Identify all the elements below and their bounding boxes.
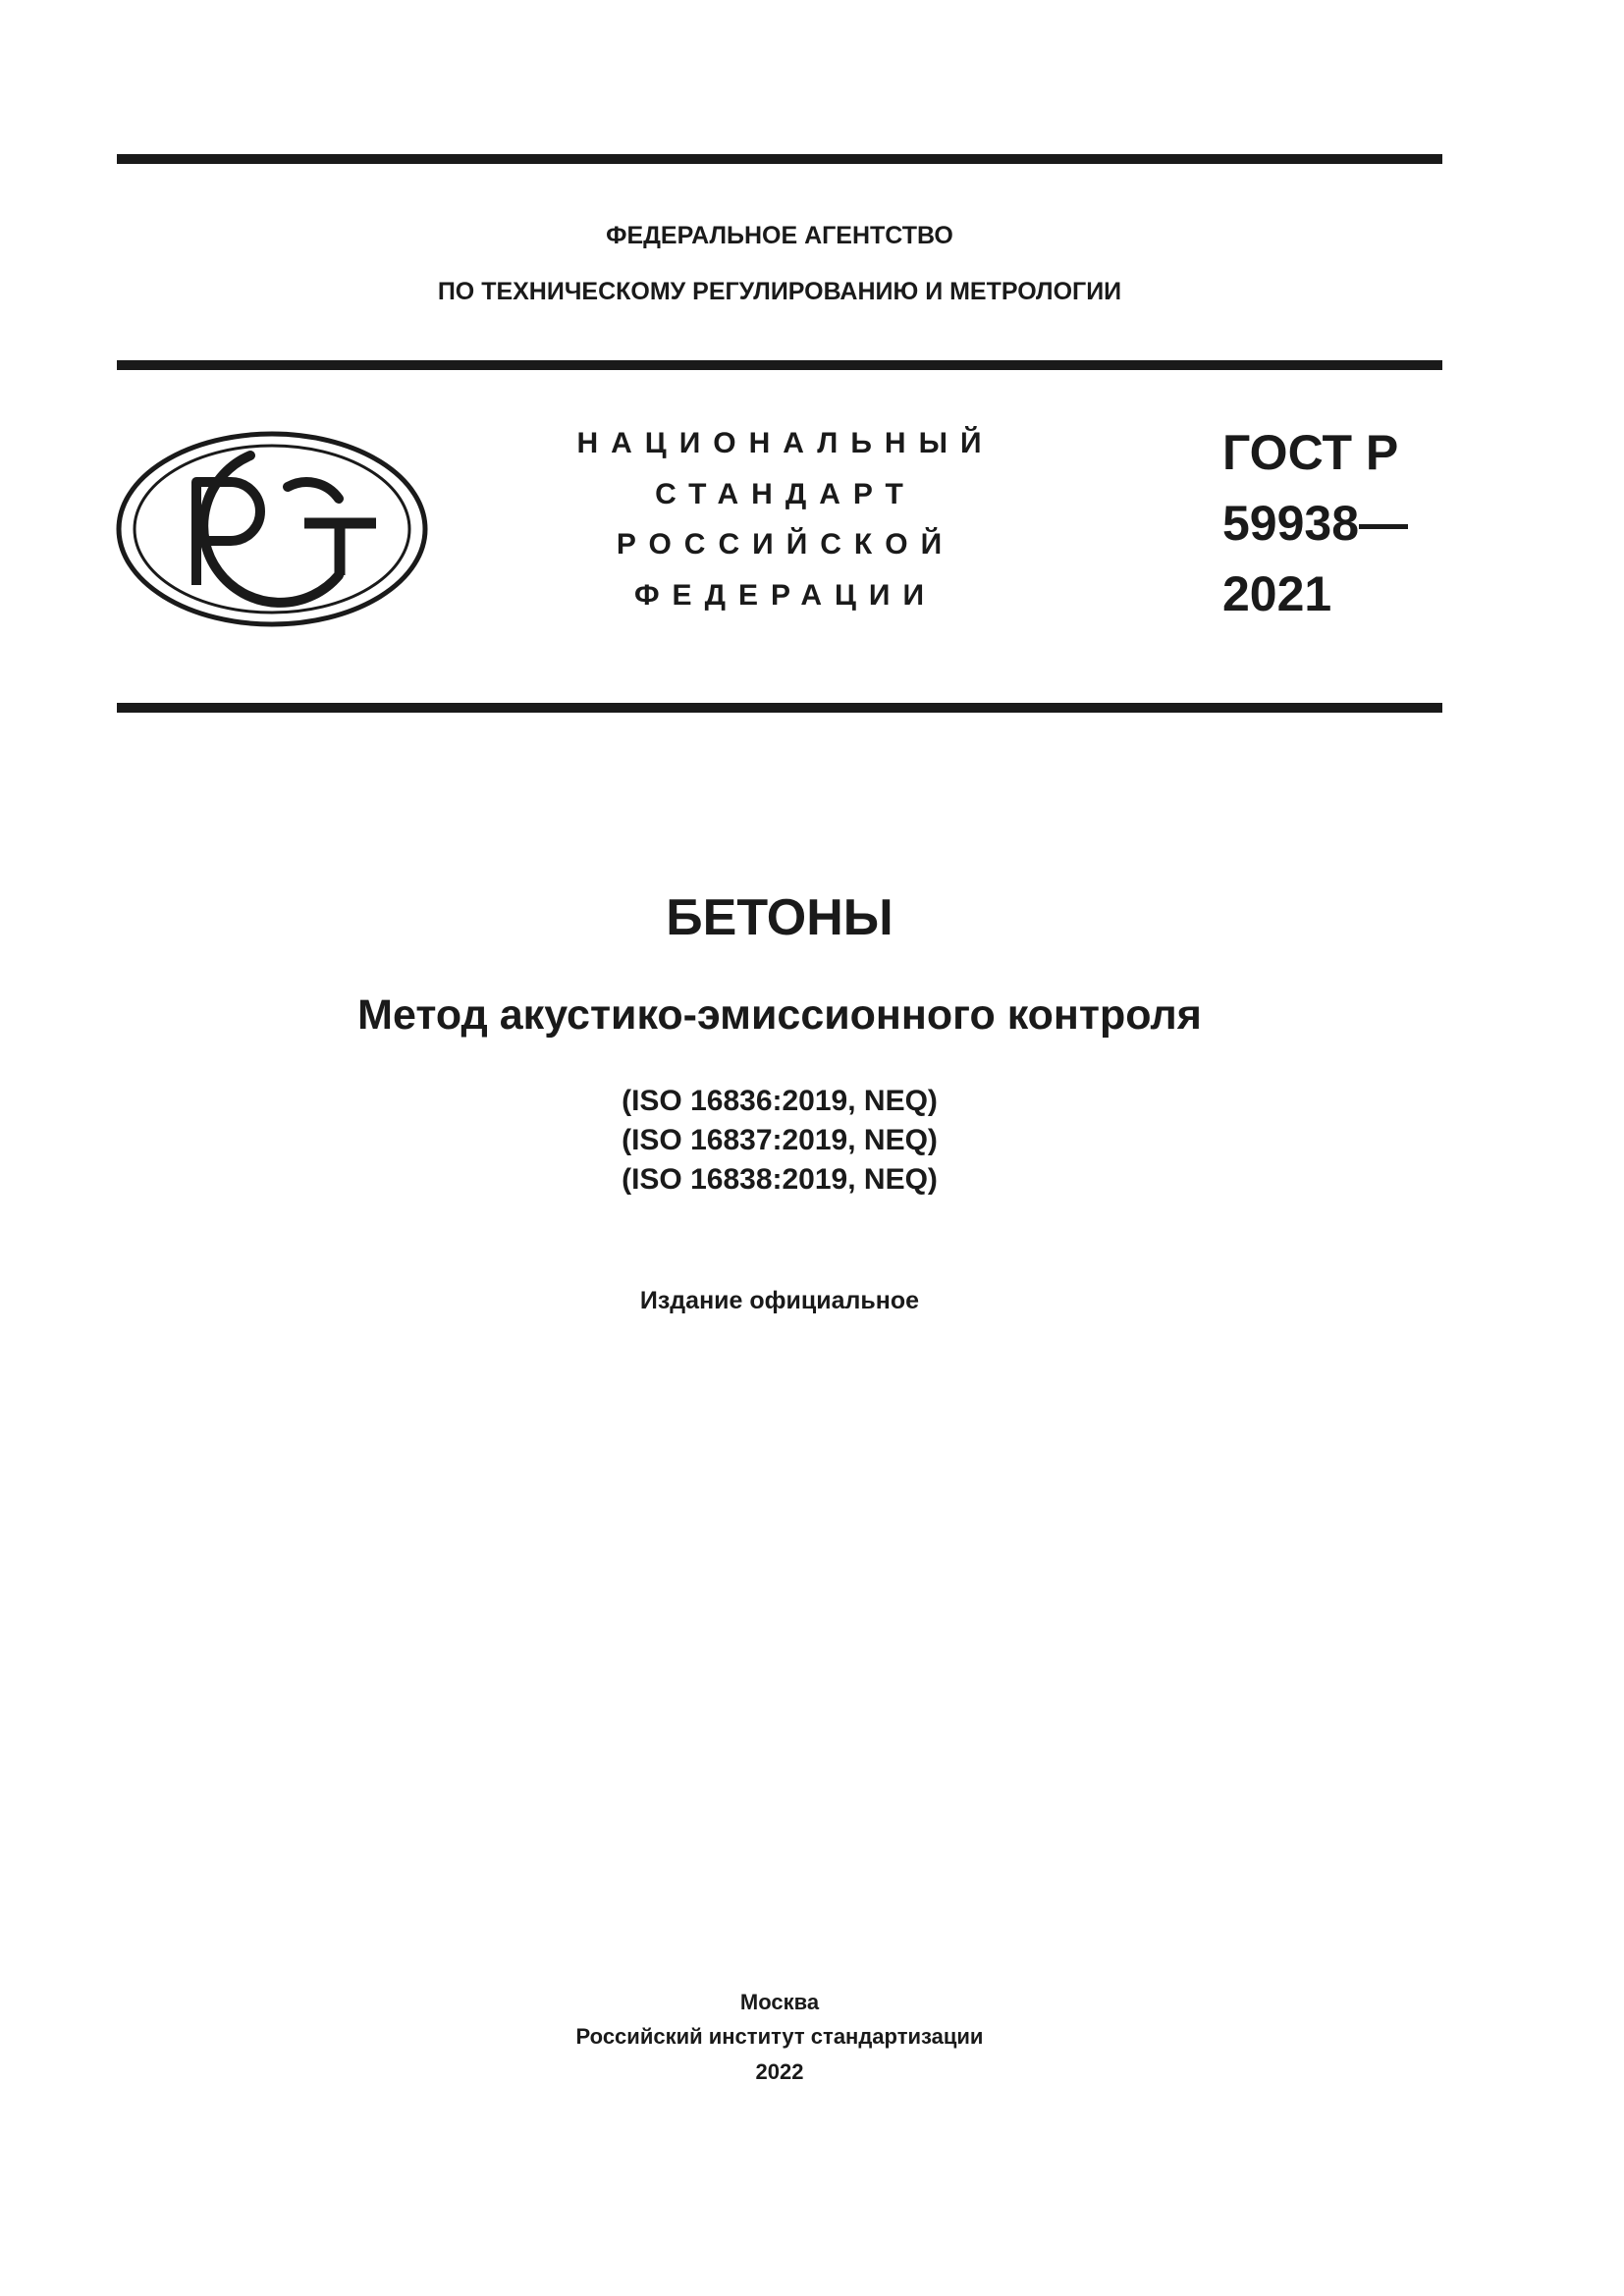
- document-title: БЕТОНЫ: [666, 889, 893, 946]
- national-standard-line-4: ФЕДЕРАЦИИ: [633, 579, 938, 612]
- iso-reference-2: (ISO 16837:2019, NEQ): [622, 1124, 938, 1156]
- agency-line-1: ФЕДЕРАЛЬНОЕ АГЕНТСТВО: [606, 222, 953, 249]
- standard-block-rule: [117, 703, 1442, 713]
- rst-logo-icon: [113, 428, 432, 630]
- document-subtitle: Метод акустико-эмиссионного контроля: [357, 991, 1202, 1039]
- top-rule: [117, 154, 1442, 164]
- gost-line-2: 59938—: [1222, 496, 1409, 551]
- edition-label: Издание официальное: [639, 1287, 920, 1314]
- footer-city: Москва: [739, 1990, 820, 2014]
- header-rule: [117, 360, 1442, 370]
- national-standard-line-1: НАЦИОНАЛЬНЫЙ: [576, 427, 995, 459]
- gost-number-block: [1222, 417, 1408, 629]
- gost-line-1: ГОСТ Р: [1222, 425, 1399, 480]
- iso-reference-3: (ISO 16838:2019, NEQ): [622, 1163, 938, 1196]
- agency-line-2: ПО ТЕХНИЧЕСКОМУ РЕГУЛИРОВАНИЮ И МЕТРОЛОГИИ: [437, 278, 1122, 305]
- footer-year: 2022: [755, 2059, 804, 2084]
- iso-reference-1: (ISO 16836:2019, NEQ): [622, 1085, 938, 1117]
- national-standard-line-3: РОССИЙСКОЙ: [616, 528, 955, 561]
- gost-line-3: 2021: [1222, 566, 1332, 621]
- footer-publisher: Российский институт стандартизации: [575, 2024, 984, 2049]
- national-standard-line-2: СТАНДАРТ: [655, 478, 916, 510]
